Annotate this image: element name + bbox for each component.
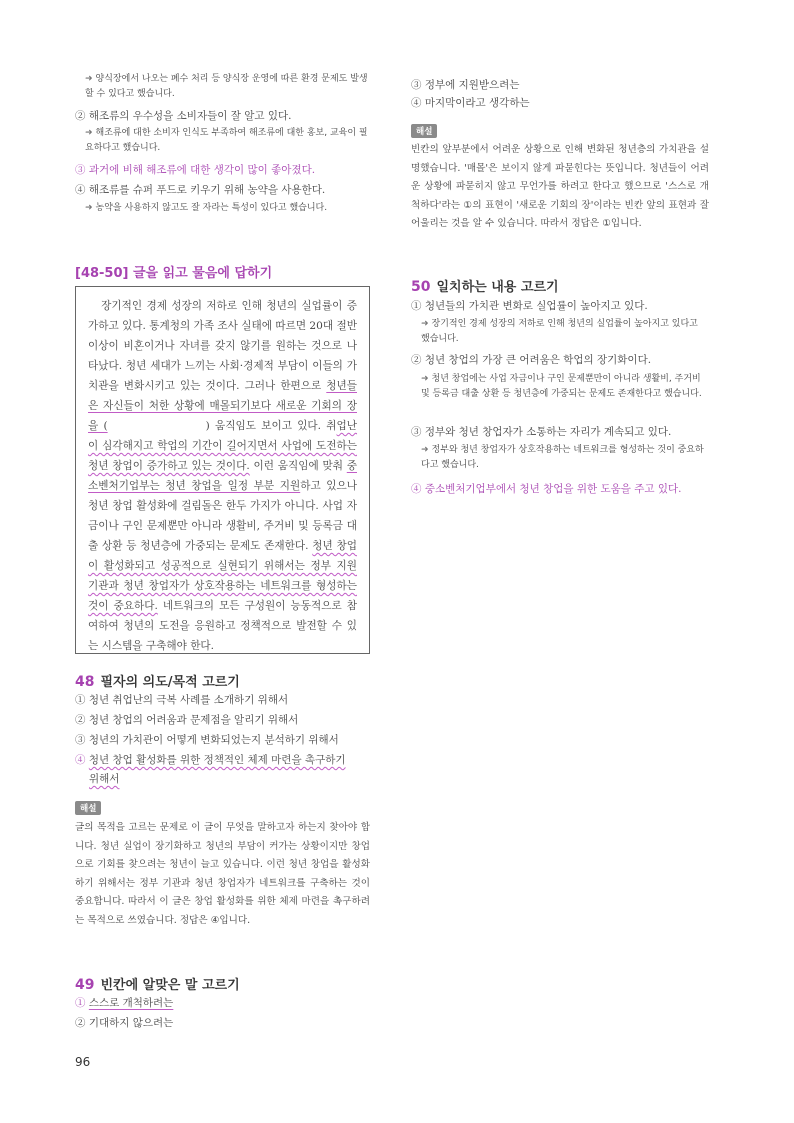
explanation-note: ➜ 정부와 청년 창업자가 상호작용하는 네트워크를 형성하는 것이 중요하다고 했습니다. <box>421 445 704 470</box>
option-2: ② 기대하지 않으려는 <box>75 1017 174 1029</box>
explanation-note: ➜ 장기적인 경제 성장의 저하로 인해 청년의 실업률이 높아지고 있다고 했습니다. <box>421 319 698 344</box>
explanation-note: ➜ 양식장에서 나오는 폐수 처리 등 양식장 운영에 따른 환경 문제도 발생할 수 있다고 했습니다. <box>85 74 368 99</box>
question-50-title: 50 일치하는 내용 고르기 <box>411 279 559 295</box>
arrow-icon: ➜ <box>421 445 429 455</box>
page-number: 96 <box>75 1055 91 1069</box>
answer-text: 과거에 비해 해조류에 대한 생각이 많이 좋아졌다. <box>88 164 316 176</box>
option-3: ③ 청년의 가치관이 어떻게 변화되었는지 분석하기 위해서 <box>75 734 339 746</box>
option-3: ③ 정부와 청년 창업자가 소통하는 자리가 계속되고 있다. <box>411 426 672 438</box>
check-mark-icon: ④ <box>411 483 422 495</box>
check-mark-icon: ③ <box>75 164 86 176</box>
section-title: [48-50] 글을 읽고 물음에 답하기 <box>75 266 273 281</box>
explanation-note: ➜ 농약을 사용하지 않고도 잘 자라는 특성이 있다고 했습니다. <box>85 203 328 213</box>
explanation-tag: 해설 <box>411 124 437 138</box>
arrow-icon: ➜ <box>85 203 93 213</box>
explanation-text: 빈칸의 앞부분에서 어려운 상황으로 인해 변화된 청년층의 가치관을 설명했습니다. '매몰'은 보이지 않게 파묻힌다는 뜻입니다. 청년들이 어려운 상황에 파묻히지 않고 무언가를 하려고 한다고 했으므로 '스스로 개척하다'라는 ①의 표현이 '새로운 기회의 장'이라는 빈칸 앞의 표현과 잘 어울리는 것을 알 수 있습니다. 따라서 정답은 ①입니다. <box>411 144 709 229</box>
option-4: ④ 해조류를 슈퍼 푸드로 키우기 위해 농약을 사용한다. <box>75 184 326 196</box>
option-1: ① 청년 취업난의 극복 사례를 소개하기 위해서 <box>75 694 289 706</box>
option-1-answer: ① 스스로 개척하려는 <box>75 997 174 1009</box>
option-3-answer <box>75 162 315 178</box>
explanation-note: ➜ 해조류에 대한 소비자 인식도 부족하여 해조류에 대한 홍보, 교육이 필요하다고 했습니다. <box>85 128 368 153</box>
check-mark-icon: ④ <box>75 754 86 766</box>
explanation-tag: 해설 <box>75 801 101 815</box>
option-4-answer: ④ 청년 창업 활성화를 위한 정책적인 체제 마련을 촉구하기 <box>75 754 346 766</box>
passage-text: 장기적인 경제 성장의 저하로 인해 청년의 실업률이 증가하고 있다. 통계청의 가족 조사 실태에 따르면 20대 절반 이상이 비혼이거나 자녀를 갖지 않기를 원하는 것으로 나타났다. 청년 세대가 느끼는 사회·경제적 부담이 이들의 가치관을 변화시키고 있는 것이다. 그러나 한편으로 청년들은 자신들이 처한 상황에 매몰되기보다 새로운 기회의 장을 ( ) 움직임도 보이고 있다. 취업난이 심각해지고 학업의 기간이 길어지면서 사업에 도전하는 청년 창업이 증가하고 있는 것이다. 이런 움직임에 맞춰 중소벤처기업부는 청년 창업을 일정 부분 지원하고 있으나 청년 창업 활성화에 걸림돌은 한두 가지가 아니다. 사업 자금이나 구인 문제뿐만 아니라 생활비, 주거비 및 등록금 대출 상환 등 청년층에 가중되는 문제도 존재한다. 청년 창업이 활성화되고 성공적으로 실현되기 위해서는 정부 지원 기관과 청년 창업자가 상호작용하는 네트워크를 형성하는 것이 중요하다. 네트워크의 모든 구성원이 능동적으로 참여하여 청년의 도전을 응원하고 정책적으로 발전할 수 있는 시스템을 구축해야 한다. <box>88 300 358 652</box>
explanation-text: 글의 목적을 고르는 문제로 이 글이 무엇을 말하고자 하는지 찾아야 합니다. 청년 실업이 장기화하고 청년의 부담이 커가는 상황이지만 창업으로 기회를 찾으려는 청년이 늘고 있습니다. 이런 청년 창업을 활성화하기 위해서는 정부 기관과 청년 창업자가 네트워크를 구축하는 것이 중요합니다. 따라서 이 글은 창업 활성화를 위한 체제 마련을 촉구하려는 목적으로 쓰였습니다. 정답은 ④입니다. <box>75 822 370 926</box>
option-2: ② 해조류의 우수성을 소비자들이 잘 알고 있다. <box>75 110 292 122</box>
option-3: ③ 정부에 지원받으려는 <box>411 79 520 91</box>
arrow-icon: ➜ <box>85 128 93 138</box>
question-49-title: 49 빈칸에 알맞은 말 고르기 <box>75 977 240 993</box>
option-1: ① 청년들의 가치관 변화로 실업률이 높아지고 있다. <box>411 300 648 312</box>
arrow-icon: ➜ <box>421 374 429 384</box>
question-48-title: 48 필자의 의도/목적 고르기 <box>75 674 240 690</box>
explanation-note: ➜ 청년 창업에는 사업 자금이나 구인 문제뿐만이 아니라 생활비, 주거비 및 등록금 대출 상환 등 청년층에 가중되는 문제도 존재한다고 했습니다. <box>421 374 702 399</box>
option-4-answer: ④ 중소벤처기업부에서 청년 창업을 위한 도움을 주고 있다. <box>411 483 682 495</box>
arrow-icon: ➜ <box>85 74 93 84</box>
reading-passage <box>75 286 370 654</box>
option-4: ④ 마지막이라고 생각하는 <box>411 97 530 109</box>
option-2: ② 청년 창업의 가장 큰 어려움은 학업의 장기화이다. <box>411 354 652 366</box>
option-2: ② 청년 창업의 어려움과 문제점을 알리기 위해서 <box>75 714 299 726</box>
arrow-icon: ➜ <box>421 319 429 329</box>
option-4-answer-cont: 위해서 <box>89 773 120 785</box>
check-mark-icon: ① <box>75 997 86 1009</box>
